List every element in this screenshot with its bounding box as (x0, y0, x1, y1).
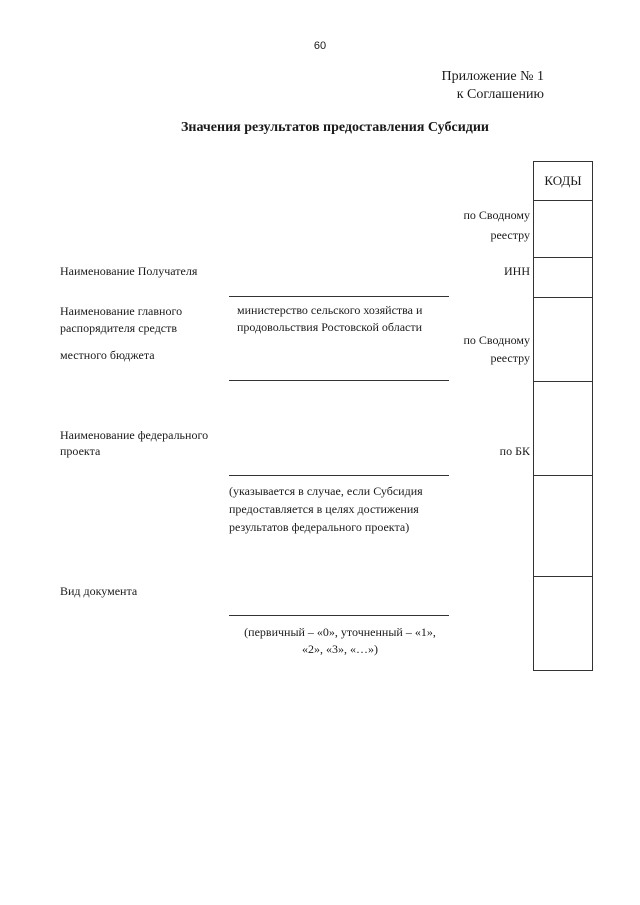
inn-label: ИНН (504, 264, 530, 278)
federal-note: (указывается в случае, если Субсидия предоставляется в целях достижения результатов федерального проекта) (229, 484, 423, 534)
code-cell-svod-reestr-1[interactable] (534, 201, 592, 258)
bk-label: по БК (499, 444, 530, 458)
svod-reestr-label-1-line1: по Сводному (463, 208, 530, 222)
svod-reestr-label-1-line2: реестру (490, 228, 530, 242)
svod-reestr-label-2-line2: реестру (490, 351, 530, 365)
gr-bottom-line (229, 380, 449, 381)
codes-column (533, 161, 593, 671)
federal-label-line1: Наименование федерального (60, 428, 209, 442)
code-cell-bk[interactable] (534, 382, 592, 476)
gr-value[interactable]: министерство сельского хозяйства и продовольствия Ростовской области (237, 303, 423, 334)
gr-label-line2: распорядителя средств (60, 321, 178, 335)
page-number: 60 (313, 40, 327, 52)
federal-input-line[interactable] (229, 475, 449, 476)
code-cell-svod-reestr-2[interactable] (534, 298, 592, 382)
doc-type-label: Вид документа (60, 584, 138, 598)
code-cell-doc-type[interactable] (534, 577, 592, 672)
annex-label-line1: Приложение № 1 (441, 69, 544, 84)
document-title: Значения результатов предоставления Субсидии (181, 120, 489, 135)
codes-header: КОДЫ (534, 162, 592, 201)
doc-type-note-line2: «2», «3», «…») (302, 642, 378, 656)
gr-label-line3: местного бюджета (60, 348, 155, 362)
doc-type-input-line[interactable] (229, 615, 449, 616)
recipient-label: Наименование Получателя (60, 264, 198, 278)
gr-label-line1: Наименование главного (60, 304, 183, 318)
svod-reestr-label-2-line1: по Сводному (463, 333, 530, 347)
annex-label-line2: к Соглашению (456, 87, 544, 102)
federal-label-line2: проекта (60, 444, 101, 458)
code-cell-inn[interactable] (534, 258, 592, 298)
gr-top-line (229, 296, 449, 297)
code-cell-empty[interactable] (534, 476, 592, 577)
doc-type-note-line1: (первичный – «0», уточненный – «1», (244, 625, 436, 639)
